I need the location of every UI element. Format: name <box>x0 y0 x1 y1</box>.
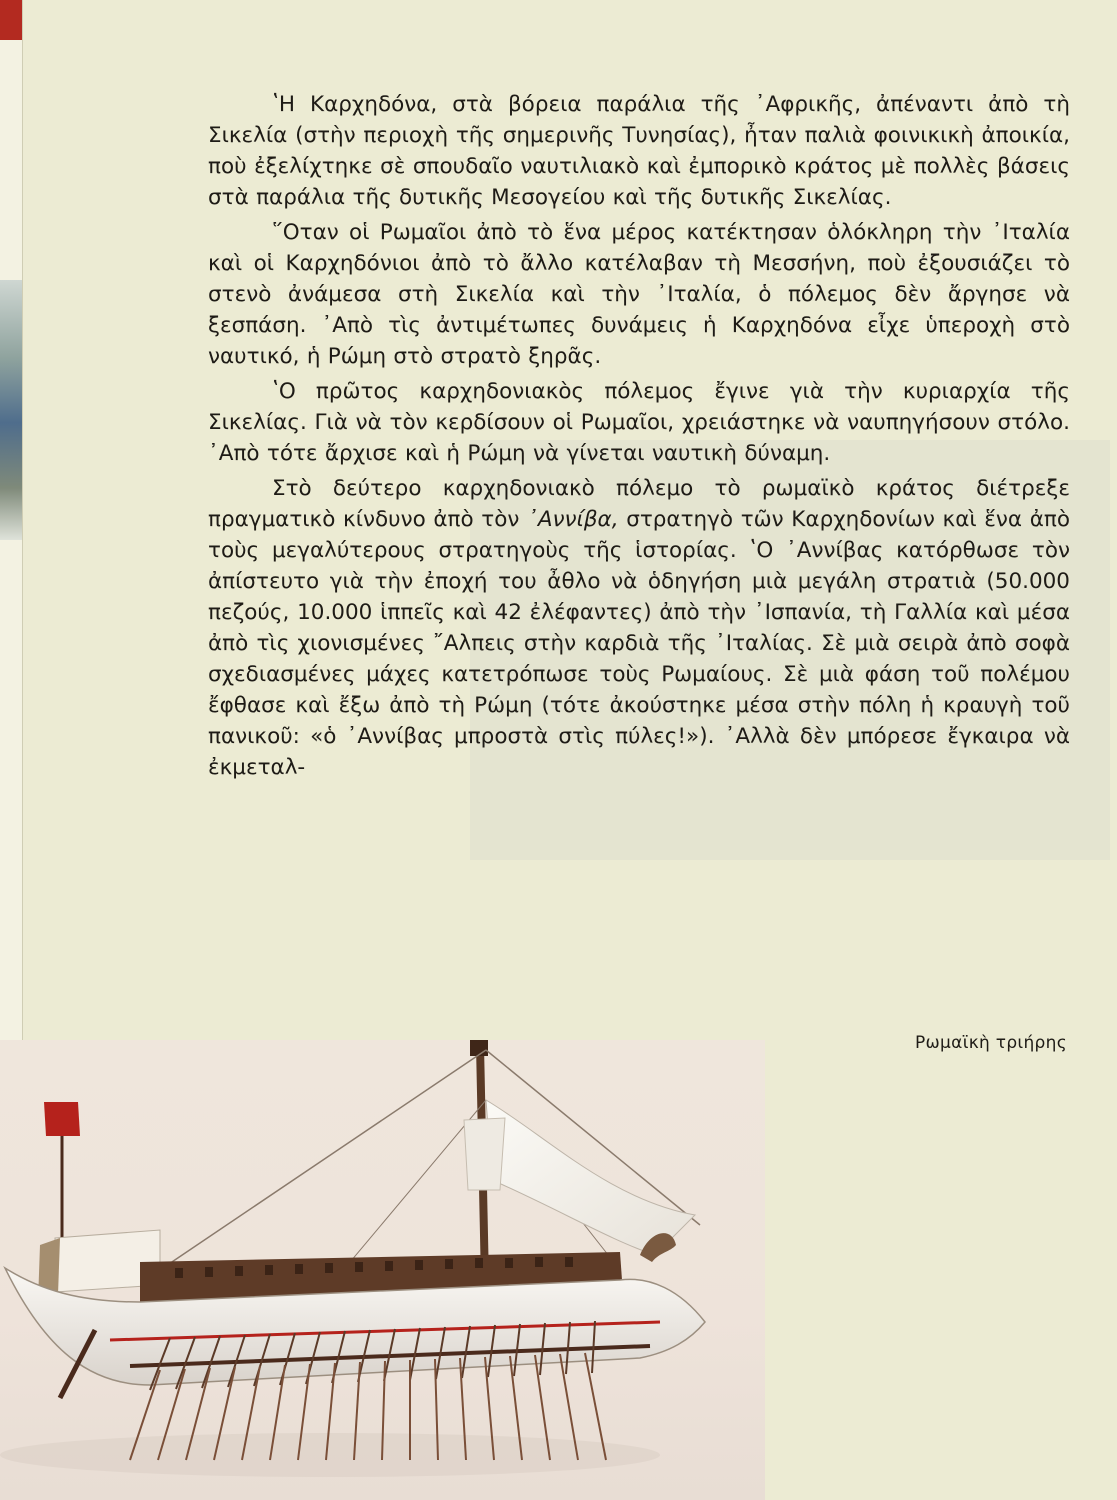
body-text <box>208 89 1070 783</box>
paragraph-second-war-start: Στὸ δεύτερο καρχηδονιακὸ πόλεμο τὸ ρωμαϊκὸ κράτος διέτρεξε πραγματικὸ κίνδυνο ἀπὸ τὸν <box>208 476 1070 532</box>
spine-photo-strip <box>0 280 22 540</box>
paragraph-second-war-rest: στρατηγὸ τῶν Καρχηδονίων καὶ ἕνα ἀπὸ τοὺς μεγαλύτερους στρατηγοὺς τῆς ἱστορίας. ʽΟ ᾿Αννίβας κατόρθωσε τὸν ἀπίστευτο γιὰ τὴν ἐποχή του ἆθλο νὰ ὁδηγήση μιὰ μεγάλη στρατιὰ (50.000 πεζούς, 10.000 ἱππεῖς καὶ 42 ἐλέφαντες) ἀπὸ τὴν ᾿Ισπανία, τὴ Γαλλία καὶ μέσα ἀπὸ τὶς χιονισμένες ῎Αλπεις στὴν καρδιὰ τῆς ᾿Ιταλίας. Σὲ μιὰ σειρὰ ἀπὸ σοφὰ σχεδιασμένες μάχες κατετρόπωσε τοὺς Ρωμαίους. Σὲ μιὰ φάση τοῦ πολέμου ἔφθασε καὶ ἔξω ἀπὸ τὴ Ρώμη (τότε ἀκούστηκε μέσα στὴν πόλη ἡ κραυγὴ τοῦ πανικοῦ: «ὁ ᾿Αννίβας μπροστὰ στὶς πύλες!»). ᾿Αλλὰ δὲν μπόρεσε ἔγκαιρα νὰ ἐκμεταλ- <box>208 507 1071 780</box>
trireme-photo <box>0 1040 765 1500</box>
paragraph-first-war: ʽΟ πρῶτος καρχηδονιακὸς πόλεμος ἔγινε γιὰ τὴν κυριαρχία τῆς Σικελίας. Γιὰ νὰ τὸν κερδίσουν οἱ Ρωμαῖοι, χρειάστηκε νὰ ναυπηγήσουν στόλο. ᾿Απὸ τότε ἄρχισε καὶ ἡ Ρώμη νὰ γίνεται ναυτικὴ δύναμη. <box>208 379 1070 466</box>
hannibal-name: ᾿Αννίβα, <box>527 507 619 532</box>
paragraph-second-war <box>208 473 1070 783</box>
figure-caption: Ρωμαϊκὴ τριήρης <box>914 1033 1067 1053</box>
spine-color-mark <box>0 0 22 40</box>
paragraph-carthage: ʽΗ Καρχηδόνα, στὰ βόρεια παράλια τῆς ᾿Αφρικῆς, ἀπέναντι ἀπὸ τὴ Σικελία (στὴν περιοχὴ τῆς σημερινῆς Τυνησίας), ἦταν παλιὰ φοινικικὴ ἀποικία, ποὺ ἐξελίχτηκε σὲ σπουδαῖο ναυτιλιακὸ καὶ ἐμπορικὸ κράτος μὲ πολλὲς βάσεις στὰ παράλια τῆς δυτικῆς Μεσογείου καὶ τῆς δυτικῆς Σικελίας. <box>208 92 1070 210</box>
paragraph-war-outbreak: ῞Οταν οἱ Ρωμαῖοι ἀπὸ τὸ ἕνα μέρος κατέκτησαν ὁλόκληρη τὴν ᾿Ιταλία καὶ οἱ Καρχηδόνιοι ἀπὸ τὸ ἄλλο κατέλαβαν τὴ Μεσσήνη, ποὺ ἐξουσιάζει τὸ στενὸ ἀνάμεσα στὴ Σικελία καὶ τὴν ᾿Ιταλία, ὁ πόλεμος δὲν ἄργησε νὰ ξεσπάση. ᾿Απὸ τὶς ἀντιμέτωπες δυνάμεις ἡ Καρχηδόνα εἶχε ὑπεροχὴ στὸ ναυτικό, ἡ Ρώμη στὸ στρατὸ ξηρᾶς. <box>208 220 1070 369</box>
trireme-illustration <box>0 1040 765 1500</box>
